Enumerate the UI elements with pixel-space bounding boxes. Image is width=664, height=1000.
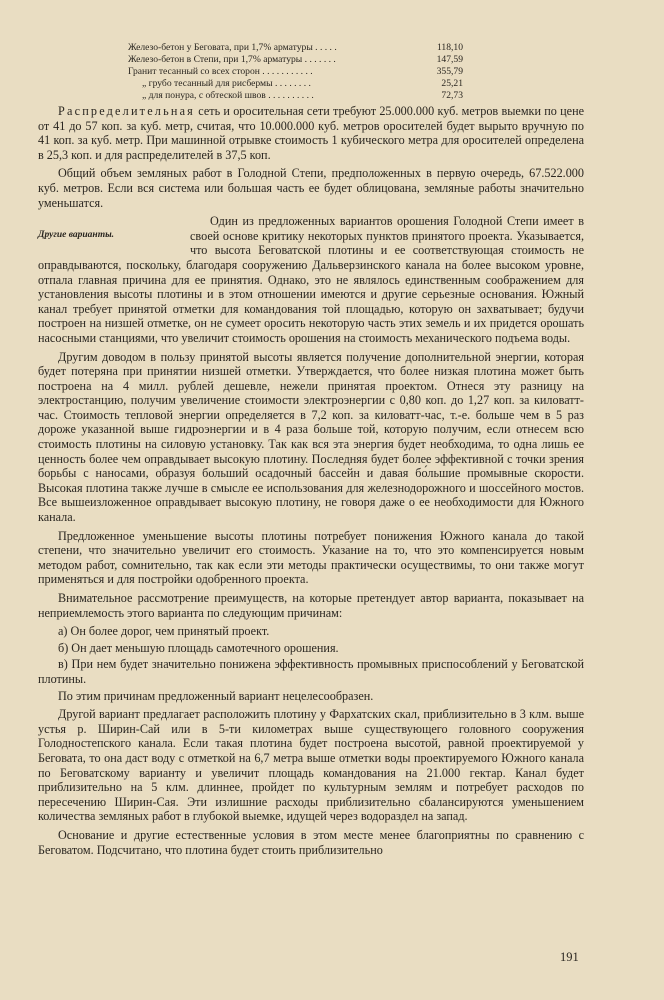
spaced-term: Распределительная <box>58 104 195 118</box>
list-item: б) Он дает меньшую площадь самотечного орошения. <box>58 640 339 655</box>
row-label: „ для понура, с обтеской швов . . . . . . . . . . <box>142 90 314 101</box>
paragraph <box>38 104 584 162</box>
row-label: Гранит тесанный со всех сторон . . . . . . . . . . . <box>128 66 313 77</box>
paragraph: По этим причинам предложенный вариант нецелесообразен. <box>58 688 374 703</box>
row-value: 72,73 <box>441 90 463 101</box>
table-row <box>128 66 463 78</box>
margin-note: Другие варианты. <box>38 230 115 241</box>
cost-table <box>128 42 463 102</box>
row-label: „ грубо тесанный для рисбермы . . . . . . . . <box>142 78 311 89</box>
paragraph: Другой вариант предлагает расположить плотину у Фархатских скал, приблизительно в 3 клм. выше устья р. Ширин-Сай или в 5-ти километрах выше существующего головного сооружения Голодностепского канала. Если такая плотина будет построена высотой, равной проектируемой у Беговата, то она даст воду с отметкой на 6,7 метра выше отметки воды проектируемого Южного канала по Беговатскому варианту и увеличит площадь командования на 21.000 гектар. Канал будет приблизительно на 5 клм. длиннее, пройдет по культурным землям и потребует расходов по пересечению Ширин-Сая. Эти излишние расходы приблизительно сбалансируются уменьшением количества земляных работ в глубокой выемке, идущей через водораздел на запад. <box>38 707 584 824</box>
table-row <box>128 90 463 102</box>
paragraph: Основание и другие естественные условия в этом месте менее благоприятны по сравнению с Беговатом. Подсчитано, что плотина будет стоить приблизительно <box>38 827 584 857</box>
row-label: Железо-бетон в Степи, при 1,7% арматуры . . . . . . . <box>128 54 336 65</box>
row-value: 147,59 <box>436 54 463 65</box>
paragraph: Общий объем земляных работ в Голодной Степи, предположенных в первую очередь, 67.522.000 куб. метров. Если вся система или большая часть ее будет облицована, земляные работы значительно уменьшатся. <box>38 166 584 210</box>
paragraph <box>38 214 584 345</box>
list-item: в) При нем будет значительно понижена эффективность промывных приспособлений у Беговатской плотины. <box>38 657 584 686</box>
table-row <box>128 54 463 66</box>
table-row <box>128 42 463 54</box>
paragraph: Предложенное уменьшение высоты плотины потребует понижения Южного канала до такой степени, что значительно увеличит его стоимость. Указание на то, что это компенсируется новым методом работ, сомнительно, так как если эти методы практически осуществимы, то они также могут применяться и для постройки одобренного проекта. <box>38 528 584 587</box>
paragraph-text: сеть и оросительная сети требуют 25.000.000 куб. метров выемки по цене от 41 до 57 коп. за куб. метр, считая, что 10.000.000 куб. метров оросителей будет вырыто вручную по 41 коп. за куб. метр. При машинной отрывке стоимость 1 кубического метра для оросителей определена в 25,3 коп. и для распределителей в 37,5 коп. <box>38 104 584 162</box>
paragraph: Внимательное рассмотрение преимуществ, на которые претендует автор варианта, показывает на неприемлемость этого варианта по следующим причинам: <box>38 591 584 620</box>
table-row <box>128 78 463 90</box>
paragraph: Другим доводом в пользу принятой высоты является получение дополнительной энергии, которая будет потеряна при принятии низшей отметки. Утверждается, что более низкая плотина может быть построена на 4 милл. рублей дешевле, нежели принятая проектом. Отнеся эту разницу на электростанцию, получим увеличение стоимости электроэнергии с 0,80 коп. до 1,27 коп. за киловатт-час. Стоимость тепловой энергии определяется в 7,2 коп. за киловатт-час, т.-е. больше чем в 5 раз дороже указанной выше гидроэнергии и в 4 раза больше той, которую получим, если отнесем всю стоимость плотины на силовую установку. Так как вся эта энергия будет необходима, то одна лишь ее ценность более чем оправдывает высокую плотину. Последняя будет более эффективной с точки зрения борьбы с наносами, образуя больший осадочный бассейн и давая бо́льшие промывные скорости. Высокая плотина также лучше в смысле ее использования для железнодорожного и шоссейного мостов. Все вышеизложенное оправдывает высокую плотину, не говоря даже о ее необходимости для Южного канала. <box>38 349 584 525</box>
body-text <box>38 104 584 861</box>
row-value: 118,10 <box>436 42 463 53</box>
page-number: 191 <box>560 950 579 964</box>
paragraph-text: Один из предложенных вариантов орошения Голодной Степи имеет в своей основе критику некоторых пунктов принятого проекта. Указывается, что высота Беговатской плотины и ее соответствующая стоимость не оправдываются, поскольку, благодаря сооружению Дальверзинского канала на более высоком уровне, отпала главная причина для ее принятия. Однако, это не являлось единственным соображением для установления высоты плотины и в этом отношении имеются и другие серьезные основания. Южный канал требует принятой отметки для командования той площадью, которую он захватывает; будучи построен на низшей отметке, он не сумеет оросить некоторую часть этих земель и их придется орошать насосными станциями, что увеличит стоимость орошения на стоимость механического подъема воды. <box>38 214 584 345</box>
row-label: Железо-бетон у Беговата, при 1,7% арматуры . . . . . <box>128 42 337 53</box>
row-value: 355,79 <box>436 66 463 77</box>
row-value: 25,21 <box>441 78 463 89</box>
list-item: а) Он более дорог, чем принятый проект. <box>58 624 270 639</box>
